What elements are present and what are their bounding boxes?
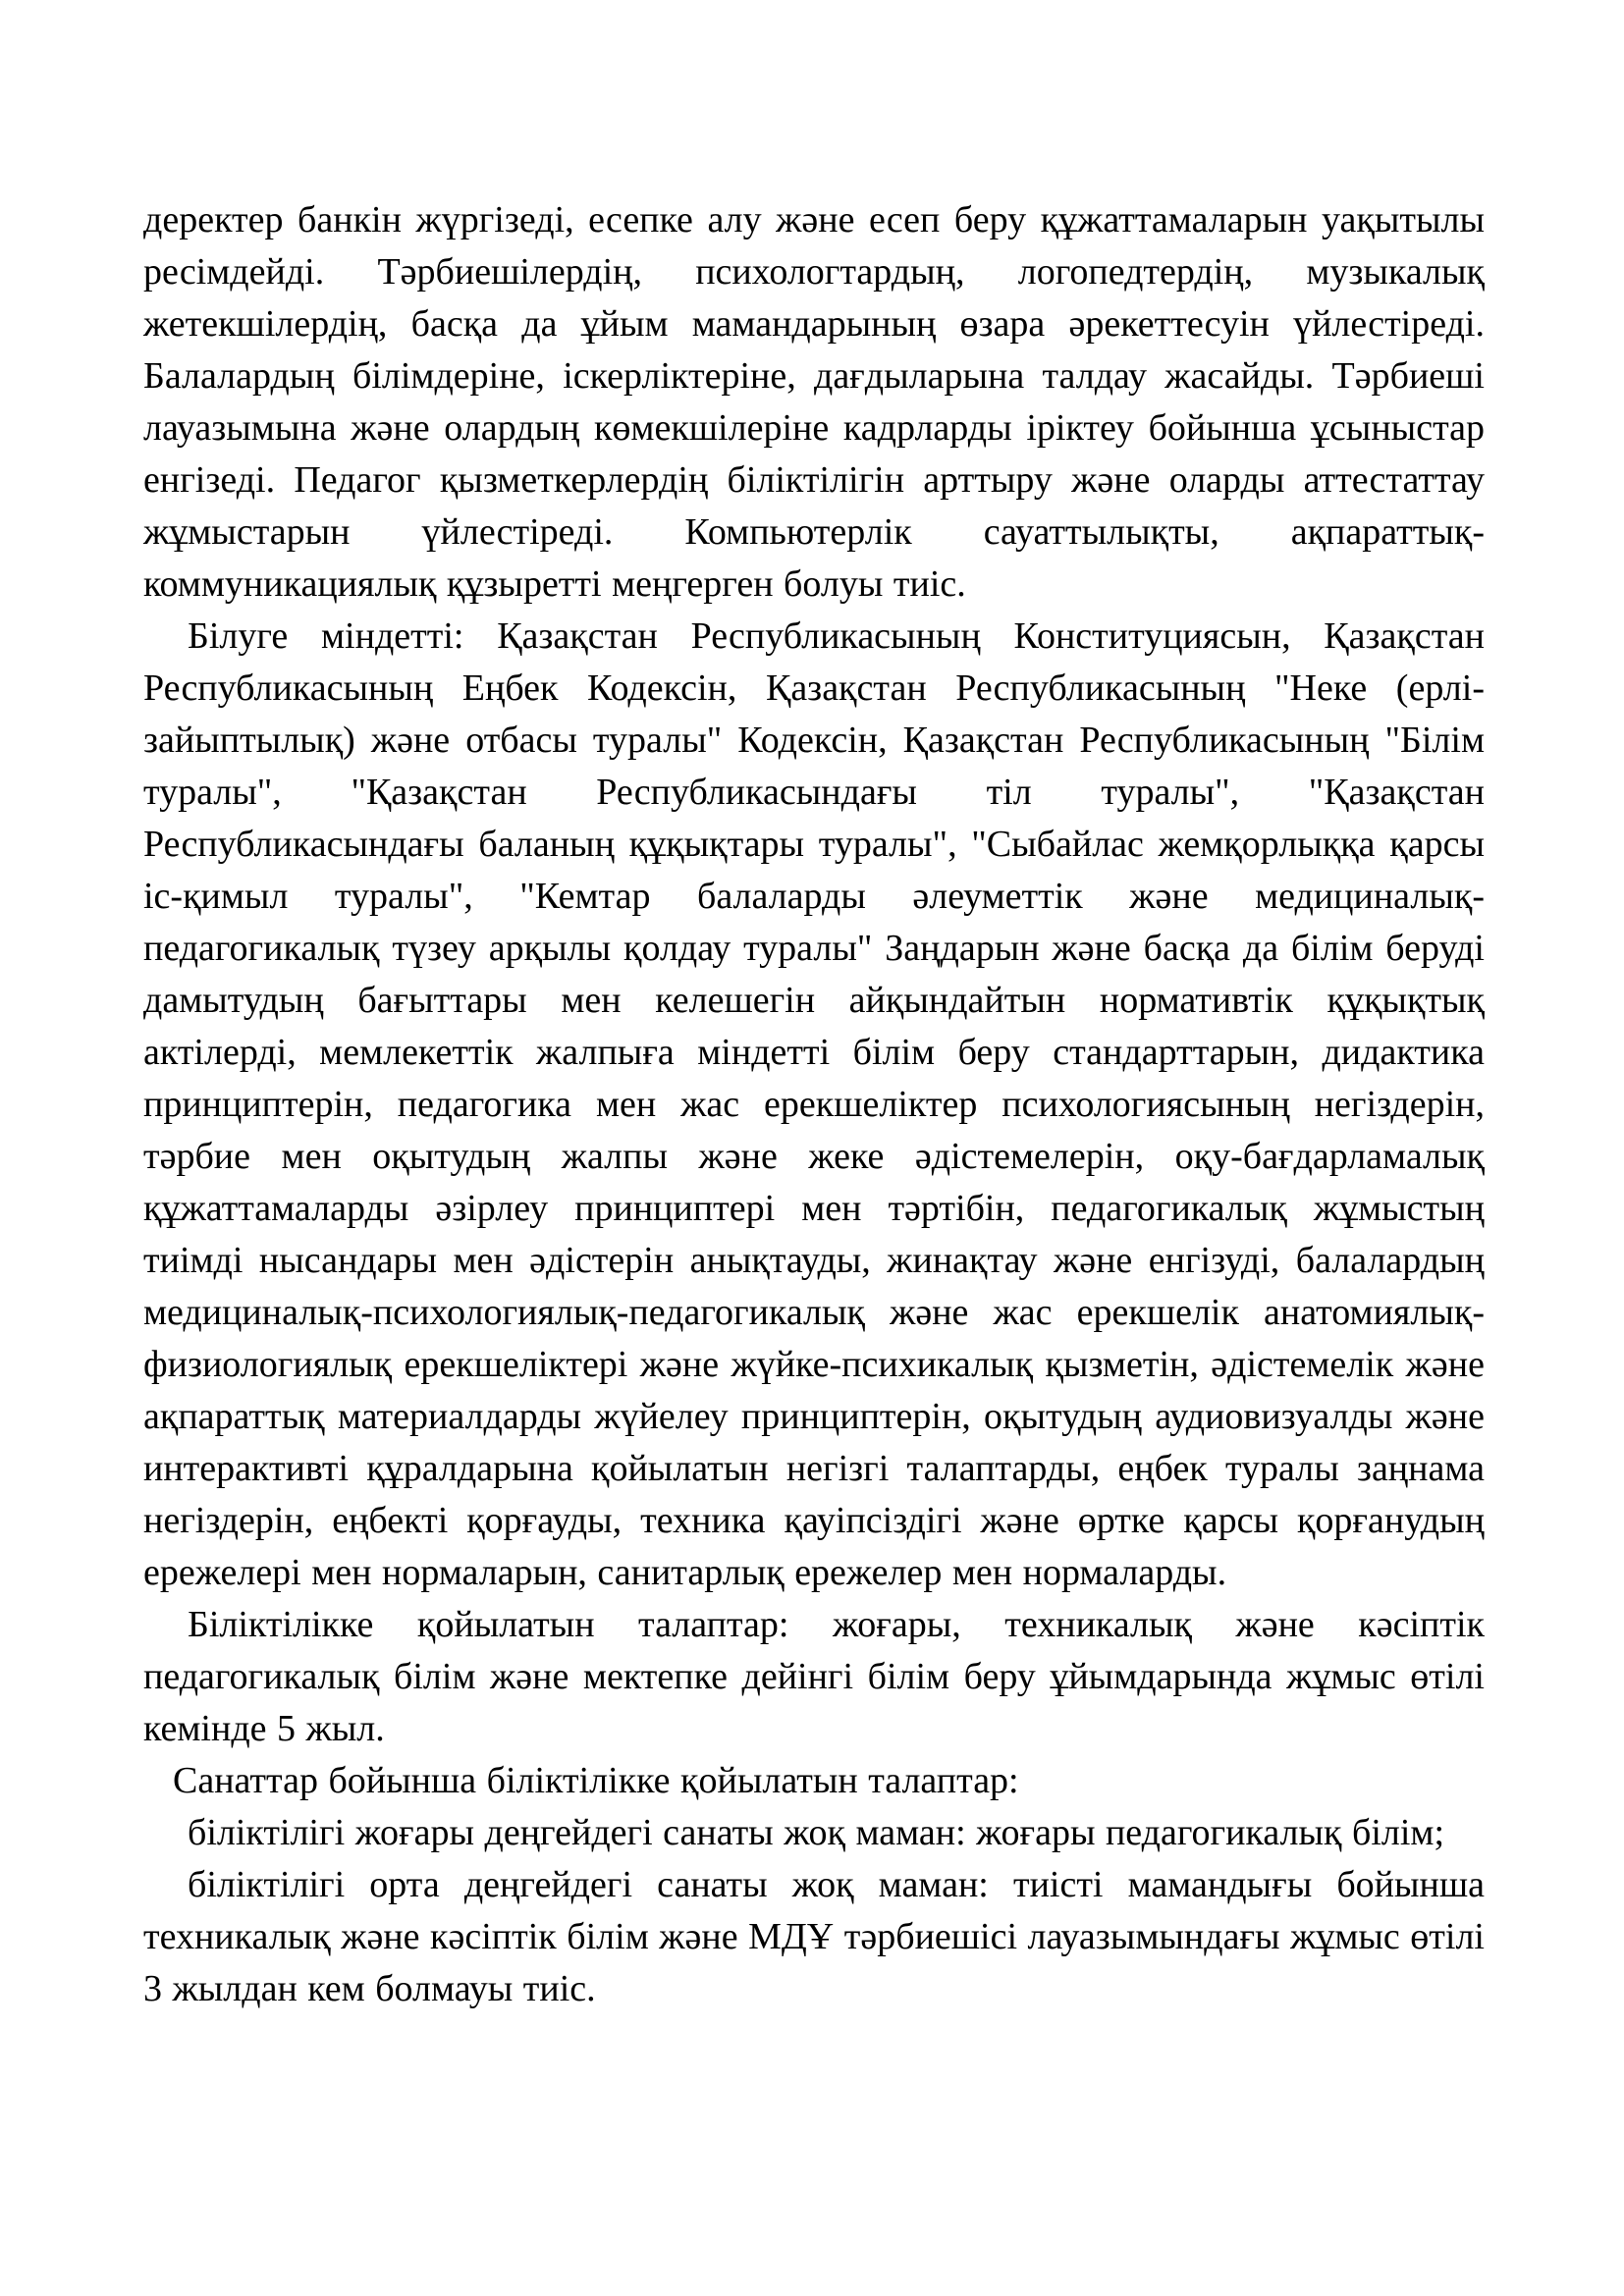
body-paragraph-middle-level-specialist: біліктілігі орта деңгейдегі санаты жоқ маман: тиісті мамандығы бойынша техникалық және кәсіптік білім және МДҰ тәрбиешісі лауазымындағы жұмыс өтілі 3 жылдан кем болмауы тиіс. bbox=[143, 1864, 1485, 2009]
body-paragraph-continuation: деректер банкін жүргізеді, есепке алу және есеп беру құжаттамаларын уақытылы ресімдейді. Тәрбиешілердің, психологтардың, логопедтердің, музыкалық жетекшілердің, басқа да ұйым мамандарының өзара әрекеттесуін үйлестіреді. Балалардың білімдеріне, іскерліктеріне, дағдыларына талдау жасайды. Тәрбиеші лауазымына және олардың көмекшілеріне кадрларды іріктеу бойынша ұсыныстар енгізеді. Педагог қызметкерлердің біліктілігін арттыру және оларды аттестаттау жұмыстарын үйлестіреді. Компьютерлік сауаттылықты, ақпараттық-коммуникациялық құзыретті меңгерген болуы тиіс. bbox=[143, 199, 1485, 605]
body-paragraph-higher-level-specialist: біліктілігі жоғары деңгейдегі санаты жоқ маман: жоғары педагогикалық білім; bbox=[188, 1812, 1444, 1853]
body-paragraph-required-knowledge: Білуге міндетті: Қазақстан Республикасының Конституциясын, Қазақстан Республикасының Еңбек Кодексін, Қазақстан Республикасының "Неке (ерлі-зайыптылық) және отбасы туралы" Кодексін, Қазақстан Республикасының "Білім туралы", "Қазақстан Республикасындағы тіл туралы", "Қазақстан Республикасындағы баланың құқықтары туралы", "Сыбайлас жемқорлыққа қарсы іс-қимыл туралы", "Кемтар балаларды әлеуметтік және медициналық-педагогикалық түзеу арқылы қолдау туралы" Заңдарын және басқа да білім беруді дамытудың бағыттары мен келешегін айқындайтын нормативтік құқықтық актілерді, мемлекеттік жалпыға міндетті білім беру стандарттарын, дидактика принциптерін, педагогика мен жас ерекшеліктер психологиясының негіздерін, тәрбие мен оқытудың жалпы және жеке әдістемелерін, оқу-бағдарламалық құжаттамаларды әзірлеу принциптері мен тәртібін, педагогикалық жұмыстың тиімді нысандары мен әдістерін анықтауды, жинақтау және енгізуді, балалардың медициналық-психологиялық-педагогикалық және жас ерекшелік анатомиялық-физиологиялық ерекшеліктері және жүйке-психикалық қызметін, әдістемелік және ақпараттық материалдарды жүйелеу принциптерін, оқытудың аудиовизуалды және интерактивті құралдарына қойылатын негізгі талаптарды, еңбек туралы заңнама негіздерін, еңбекті қорғауды, техника қауіпсіздігі және өртке қарсы қорғанудың ережелері мен нормаларын, санитарлық ережелер мен нормаларды. bbox=[143, 615, 1485, 1593]
body-paragraph-category-requirements-heading: Санаттар бойынша біліктілікке қойылатын талаптар: bbox=[173, 1760, 1019, 1801]
body-paragraph-qualification-requirements: Біліктілікке қойылатын талаптар: жоғары, техникалық және кәсіптік педагогикалық білім және мектепке дейінгі білім беру ұйымдарында жұмыс өтілі кемінде 5 жыл. bbox=[143, 1604, 1485, 1749]
